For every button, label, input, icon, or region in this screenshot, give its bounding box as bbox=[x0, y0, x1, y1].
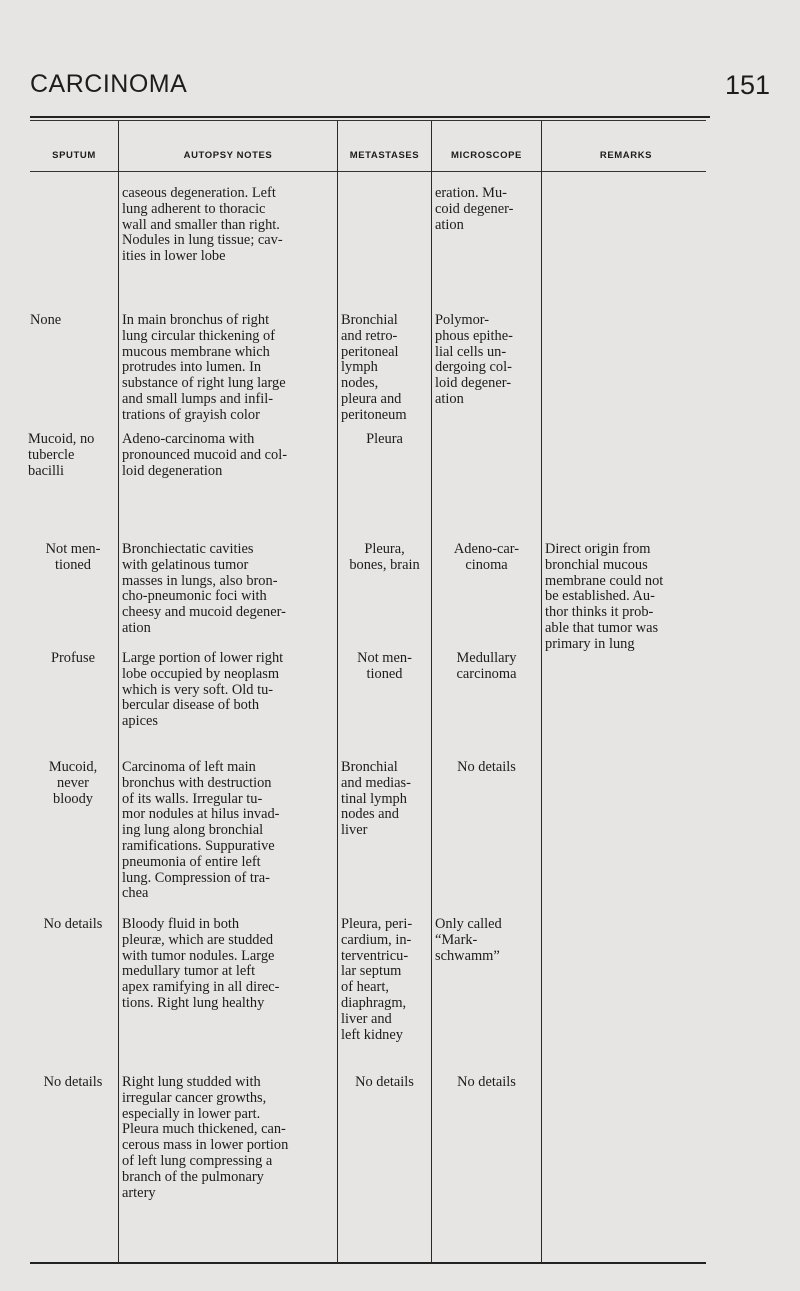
microscope-cell: Polymor- phous epithe- lial cells un- dergoing col- loid degener- ation bbox=[435, 312, 513, 407]
column-header-remarks: REMARKS bbox=[599, 150, 653, 161]
autopsy-notes-cell: Large portion of lower right lobe occupied by neoplasm which is very soft. Old tu- bercular disease of both apices bbox=[122, 650, 284, 730]
metastases-cell: Bronchial and medias- tinal lymph nodes and liver bbox=[341, 759, 411, 839]
column-header-sputum: SPUTUM bbox=[52, 150, 96, 161]
header-rule bbox=[30, 171, 706, 172]
metastases-cell: No details bbox=[355, 1074, 414, 1090]
running-head-title: CARCINOMA bbox=[30, 70, 188, 98]
sputum-cell: No details bbox=[43, 1074, 103, 1090]
column-header-autopsy-notes: AUTOPSY NOTES bbox=[183, 150, 273, 161]
sputum-cell: Mucoid, never bloody bbox=[48, 759, 98, 807]
autopsy-notes-cell: Right lung studded with irregular cancer growths, especially in lower part. Pleura much thickened, can- cerous mass in lower portion of left lung compressing a branch of the pulmonary artery bbox=[122, 1074, 289, 1201]
page-number: 151 bbox=[724, 70, 770, 100]
microscope-cell: No details bbox=[457, 1074, 516, 1090]
metastases-cell: Pleura bbox=[366, 431, 403, 447]
microscope-cell: Only called “Mark- schwamm” bbox=[435, 916, 502, 964]
autopsy-notes-cell: Carcinoma of left main bronchus with destruction of its walls. Irregular tu- mor nodules at hilus invad- ing lung along bronchial ramifications. Suppurative pneumonia of entire left lung. Compression of tra- chea bbox=[122, 759, 280, 902]
running-head bbox=[30, 70, 770, 106]
metastases-cell: Bronchial and retro- peritoneal lymph nodes, pleura and peritoneum bbox=[341, 312, 407, 423]
microscope-cell: Medullary carcinoma bbox=[456, 650, 517, 682]
remarks-cell: Direct origin from bronchial mucous membrane could not be established. Au- thor thinks it prob- able that tumor was primary in lung bbox=[545, 541, 664, 652]
autopsy-notes-cell: caseous degeneration. Left lung adherent to thoracic wall and smaller than right. Nodules in lung tissue; cav- ities in lower lobe bbox=[122, 185, 283, 265]
metastases-cell: Pleura, bones, brain bbox=[349, 541, 420, 573]
column-header-metastases: METASTASES bbox=[349, 150, 420, 161]
column-divider bbox=[118, 121, 119, 1262]
sputum-cell: Not men- tioned bbox=[45, 541, 101, 573]
autopsy-notes-cell: In main bronchus of right lung circular thickening of mucous membrane which protrudes into lumen. In substance of right lung large and small lumps and infil- trations of grayish color bbox=[122, 312, 286, 423]
autopsy-notes-cell: Adeno-carcinoma with pronounced mucoid and col- loid degeneration bbox=[122, 431, 288, 479]
autopsy-notes-cell: Bloody fluid in both pleuræ, which are studded with tumor nodules. Large medullary tumor at left apex ramifying in all direc- tions. Right lung healthy bbox=[122, 916, 280, 1011]
column-divider bbox=[431, 121, 432, 1262]
sputum-cell: No details bbox=[43, 916, 103, 932]
top-rule bbox=[30, 116, 710, 118]
column-header-microscope: MICROSCOPE bbox=[451, 150, 522, 161]
microscope-cell: Adeno-car- cinoma bbox=[453, 541, 520, 573]
metastases-cell: Pleura, peri- cardium, in- terventricu- lar septum of heart, diaphragm, liver and left kidney bbox=[341, 916, 413, 1043]
autopsy-notes-cell: Bronchiectatic cavities with gelatinous tumor masses in lungs, also bron- cho-pneumonic foci with cheesy and mucoid degener- ation bbox=[122, 541, 286, 636]
microscope-cell: eration. Mu- coid degener- ation bbox=[435, 185, 514, 233]
microscope-cell: No details bbox=[457, 759, 516, 775]
column-divider bbox=[337, 121, 338, 1262]
sputum-cell: Profuse bbox=[51, 650, 95, 666]
sputum-cell: Mucoid, no tubercle bacilli bbox=[28, 431, 95, 479]
column-divider bbox=[541, 121, 542, 1262]
bottom-rule bbox=[30, 1262, 706, 1264]
metastases-cell: Not men- tioned bbox=[357, 650, 412, 682]
sputum-cell: None bbox=[30, 312, 62, 328]
top-rule-inner bbox=[30, 120, 706, 121]
